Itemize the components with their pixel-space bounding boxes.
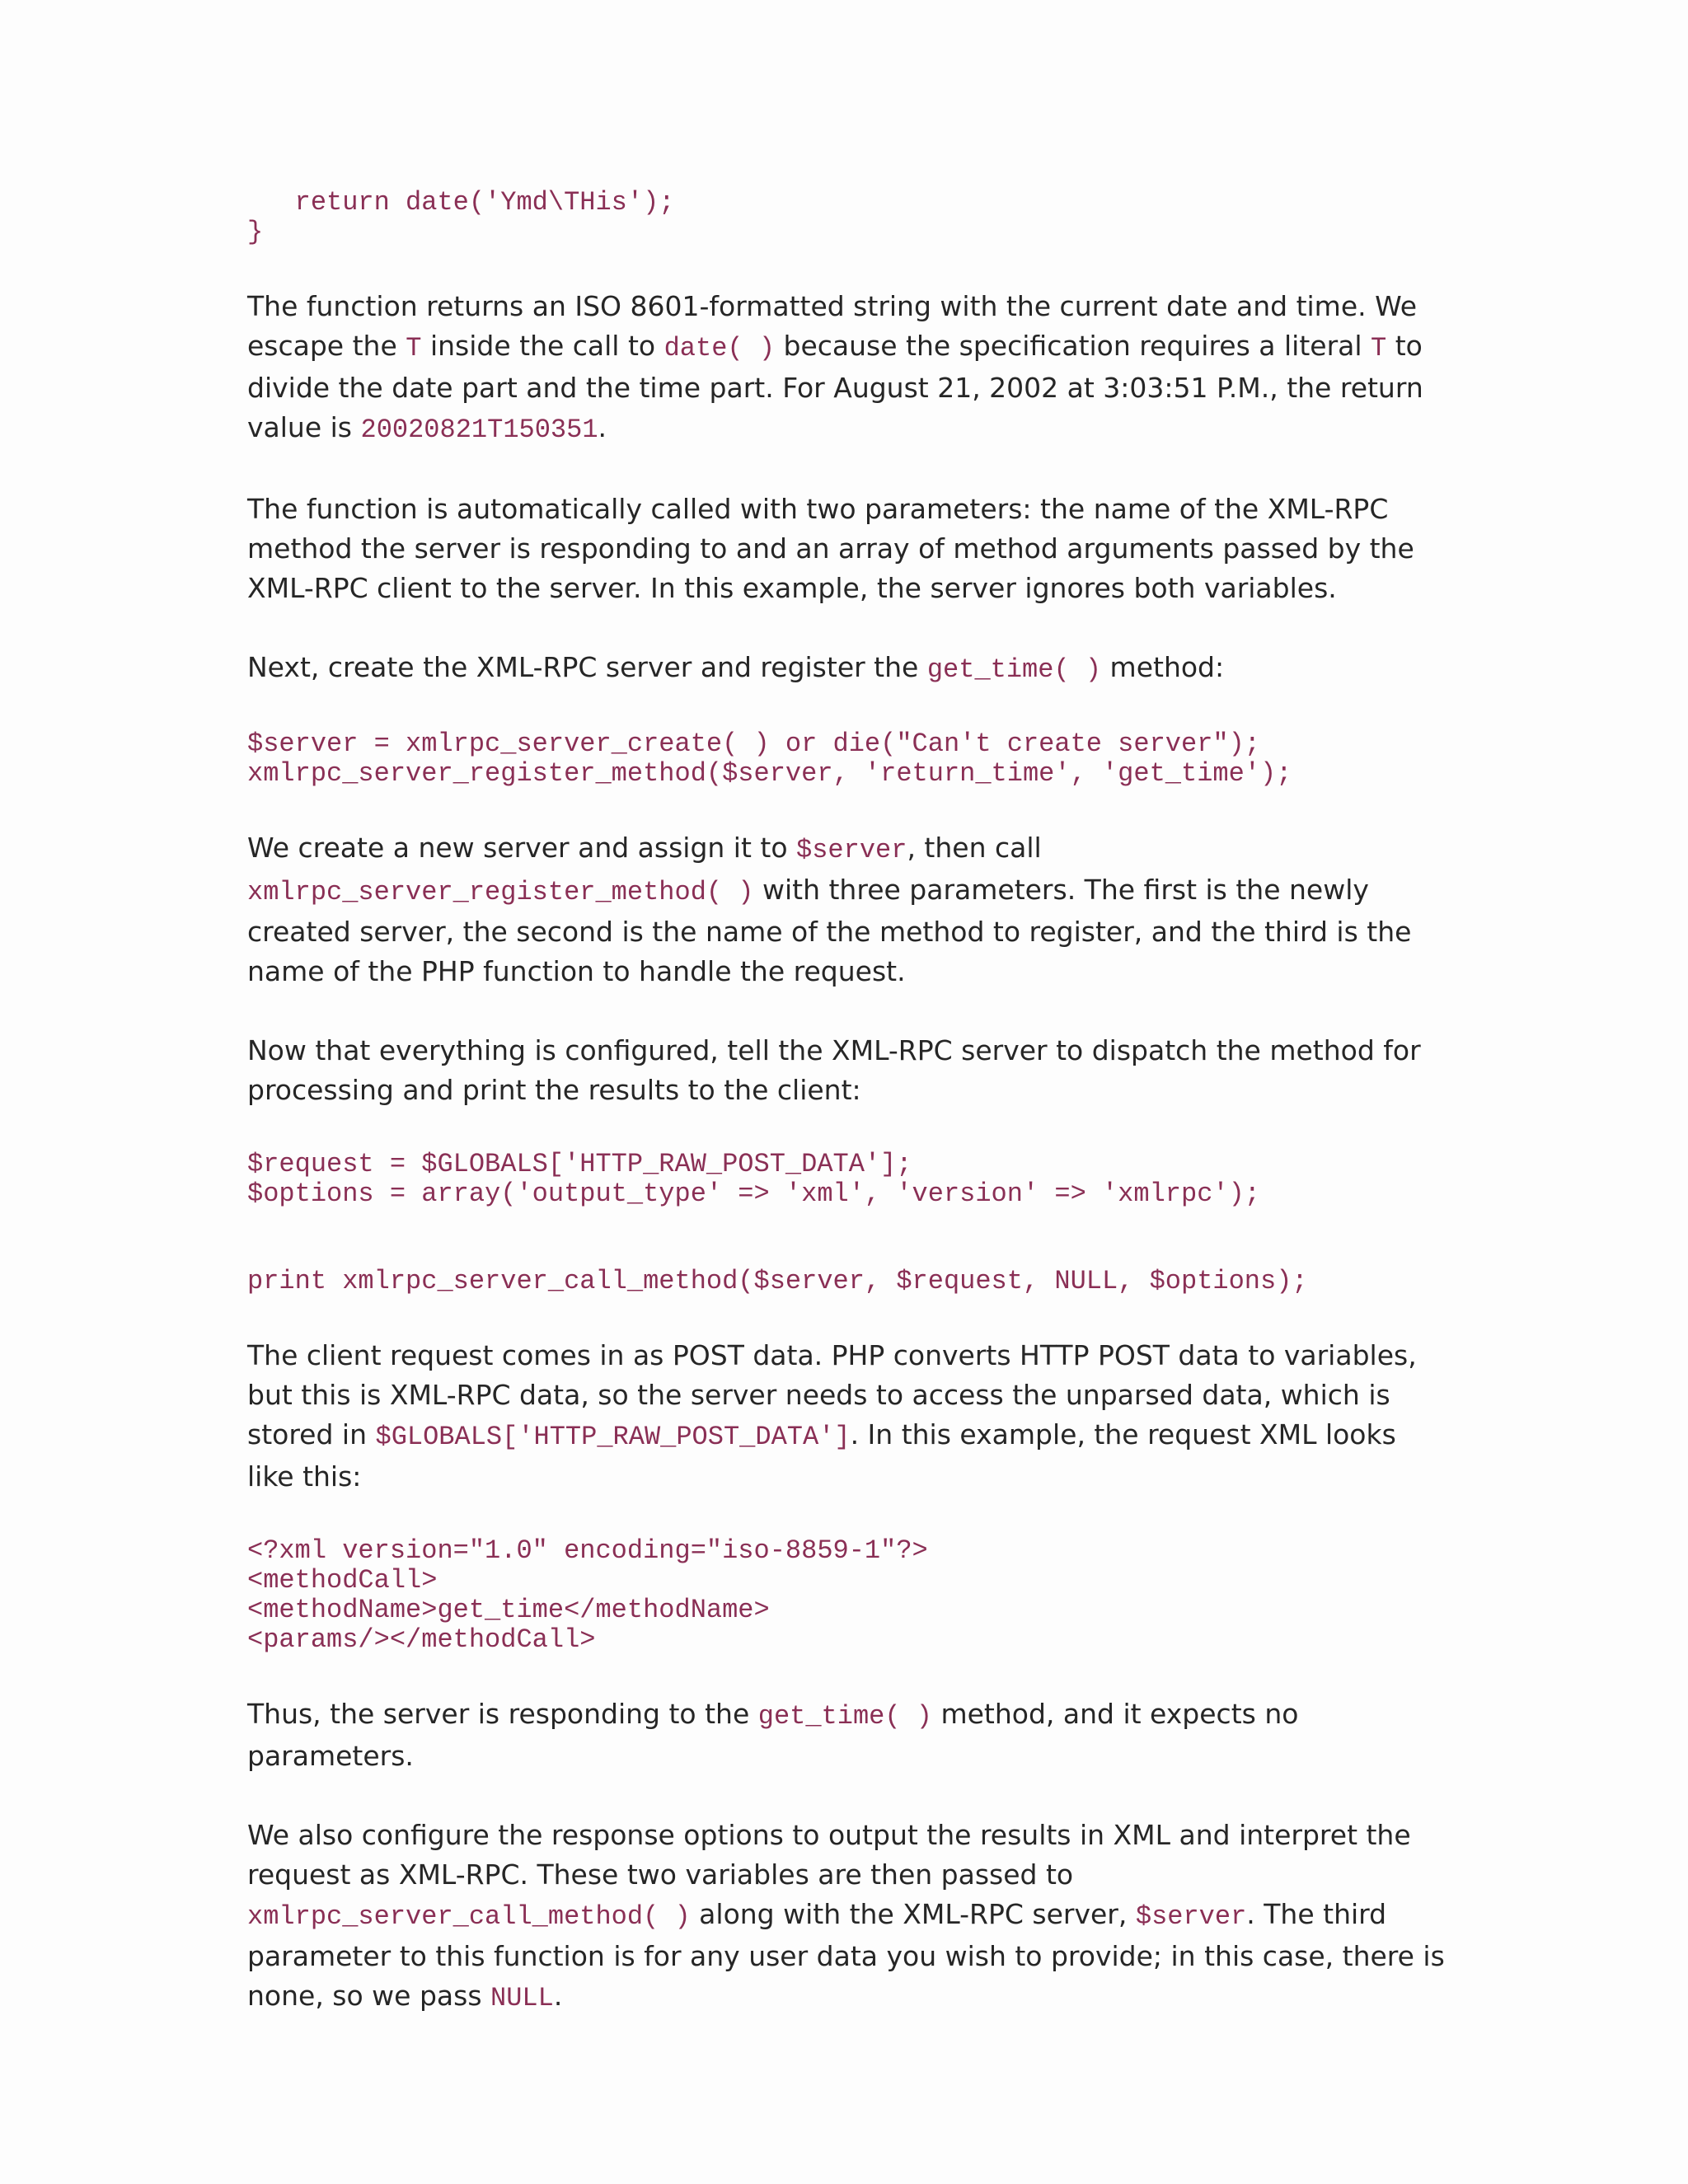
text: We also configure the response options to output the results in XML and interpret the request as XML-RPC. These two variables are then passed to: [247, 1819, 1411, 1891]
text: .: [553, 1980, 563, 2012]
text: because the specification requires a literal: [775, 330, 1372, 362]
paragraph-response-options: [247, 1816, 1451, 2018]
document-page: [247, 188, 1451, 2018]
text: Thus, the server is responding to the: [247, 1698, 758, 1730]
code-line: print xmlrpc_server_call_method($server, $request, NULL, $options);: [247, 1266, 1308, 1296]
inline-code: T: [1371, 333, 1387, 363]
code-line: xmlrpc_server_register_method($server, 'return_time', 'get_time');: [247, 758, 1292, 789]
code-line: <params/></methodCall>: [247, 1624, 596, 1655]
text: .: [598, 411, 607, 443]
code-line: return date('Ymd\THis');: [247, 187, 675, 218]
text: We create a new server and assign it to: [247, 832, 797, 864]
text: . The third parameter to this function is for any user data you wish to provide; in this case, there is none, so we pass: [247, 1898, 1445, 2012]
code-line: }: [247, 217, 264, 247]
paragraph-parameters: The function is automatically called with two parameters: the name of the XML-RPC method the server is responding to and an array of method arguments passed by the XML-RPC client to the server. In this example, the server ignores both variables.: [247, 493, 1414, 604]
code-line: <?xml version="1.0" encoding="iso-8859-1"?>: [247, 1535, 928, 1566]
inline-code: T: [406, 333, 422, 363]
code-block-create-server: [247, 729, 1451, 789]
code-line: $server = xmlrpc_server_create( ) or die("Can't create server");: [247, 729, 1260, 759]
text: The client request comes in as POST data. PHP converts HTTP POST data to variables, but this is XML-RPC data, so the server needs to access the unparsed data, which is stored in: [247, 1339, 1417, 1451]
inline-code: NULL: [490, 1983, 554, 2013]
inline-code: $server: [796, 835, 907, 865]
paragraph-responding: [247, 1694, 1451, 1776]
inline-code: xmlrpc_server_call_method( ): [247, 1901, 691, 1932]
code-line: <methodName>get_time</methodName>: [247, 1595, 770, 1625]
text: to divide the date part and the time part. For August 21, 2002 at 3:03:51 P.M., the return value is: [247, 330, 1423, 443]
code-line: <methodCall>: [247, 1565, 438, 1596]
text: Next, create the XML-RPC server and register the: [247, 651, 927, 683]
text: , then call: [907, 832, 1042, 864]
text: along with the XML-RPC server,: [690, 1898, 1136, 1930]
code-line: $request = $GLOBALS['HTTP_RAW_POST_DATA'];: [247, 1149, 912, 1179]
code-block-print: [247, 1267, 1451, 1296]
inline-code: $GLOBALS['HTTP_RAW_POST_DATA']: [375, 1422, 851, 1452]
inline-code: date( ): [663, 333, 776, 363]
code-block-return-time: [247, 188, 1451, 247]
text: The function returns an ISO 8601-formatted string with the current date and time. We escape the: [247, 290, 1418, 362]
code-block-dispatch: [247, 1150, 1451, 1239]
text: method, and it expects no parameters.: [247, 1698, 1299, 1772]
inline-code: 20020821T150351: [360, 415, 598, 445]
text: with three parameters. The first is the newly created server, the second is the name of the method to register, and the third is the name of the PHP function to handle the request.: [247, 874, 1412, 987]
paragraph-dispatch: Now that everything is configured, tell the XML-RPC server to dispatch the method for processing and print the results to the client:: [247, 1034, 1421, 1106]
code-line: $options = array('output_type' => 'xml', 'version' => 'xmlrpc');: [247, 1179, 1260, 1209]
text: . In this example, the request XML looks like this:: [247, 1418, 1396, 1493]
inline-code: xmlrpc_server_register_method( ): [247, 877, 754, 907]
paragraph-register-method: [247, 828, 1451, 991]
paragraph-return-value: [247, 287, 1451, 450]
text: method:: [1101, 651, 1225, 683]
paragraph-create-server: [247, 648, 1451, 690]
paragraph-post-data: [247, 1336, 1451, 1497]
code-block-request-xml: [247, 1536, 1451, 1655]
inline-code: $server: [1135, 1901, 1247, 1932]
text: inside the call to: [421, 330, 664, 362]
inline-code: get_time( ): [757, 1701, 932, 1732]
inline-code: get_time( ): [926, 654, 1102, 685]
